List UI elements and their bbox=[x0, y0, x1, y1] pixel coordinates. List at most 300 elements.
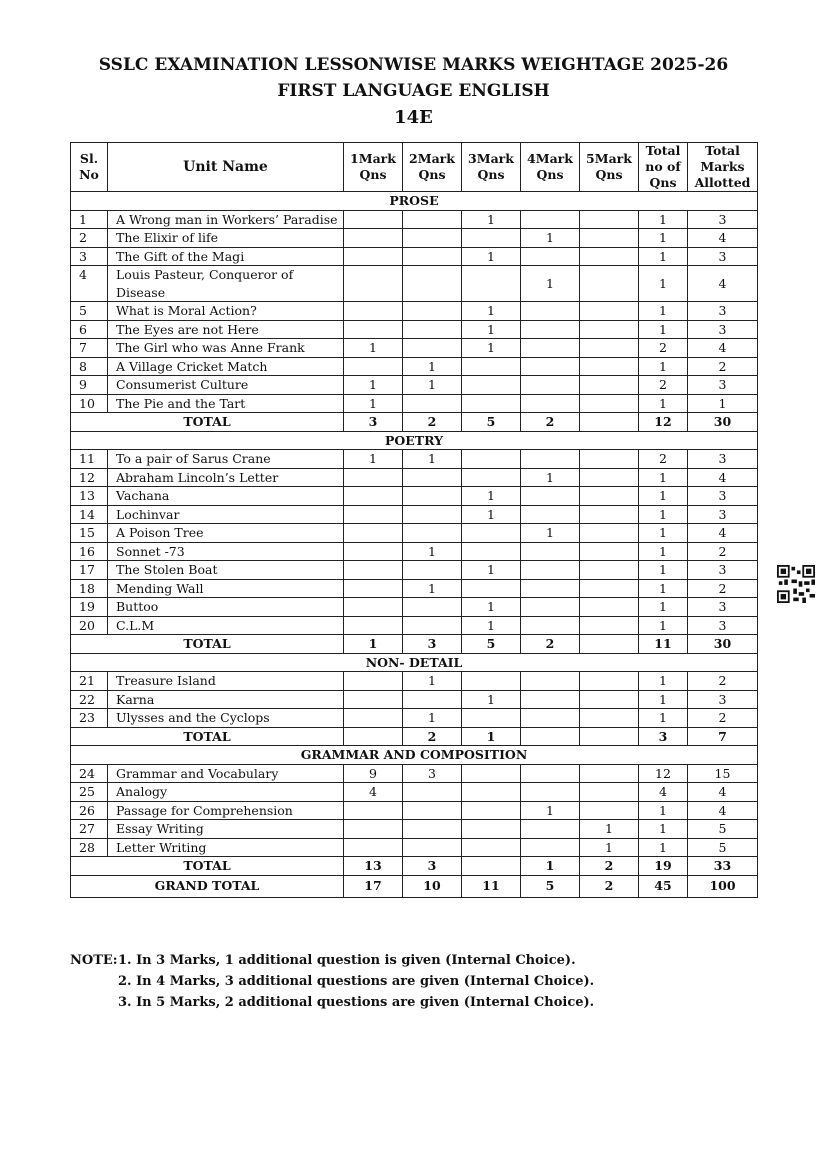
serial-number: 23 bbox=[71, 709, 108, 728]
table-row bbox=[71, 320, 758, 339]
cell-m3: 1 bbox=[462, 616, 521, 635]
cell-m5 bbox=[580, 339, 639, 358]
serial-number: 16 bbox=[71, 542, 108, 561]
cell-m1 bbox=[344, 598, 403, 617]
cell-m3 bbox=[462, 468, 521, 487]
unit-name: What is Moral Action? bbox=[108, 302, 344, 321]
total-m1: 13 bbox=[344, 857, 403, 876]
total-m4: 2 bbox=[521, 635, 580, 654]
cell-m5 bbox=[580, 709, 639, 728]
cell-m1 bbox=[344, 210, 403, 229]
cell-m4 bbox=[521, 376, 580, 395]
section-row bbox=[71, 653, 758, 672]
cell-m4: 1 bbox=[521, 524, 580, 543]
cell-m2 bbox=[403, 820, 462, 839]
cell-m2 bbox=[403, 229, 462, 248]
cell-tq: 1 bbox=[639, 579, 688, 598]
grand-total-m3: 11 bbox=[462, 875, 521, 897]
total-tm: 30 bbox=[688, 635, 758, 654]
table-header-row bbox=[71, 143, 758, 192]
table-row bbox=[71, 376, 758, 395]
serial-number: 8 bbox=[71, 357, 108, 376]
cell-tq: 1 bbox=[639, 820, 688, 839]
cell-m5 bbox=[580, 357, 639, 376]
cell-m3 bbox=[462, 838, 521, 857]
cell-m1 bbox=[344, 487, 403, 506]
cell-m2: 1 bbox=[403, 579, 462, 598]
cell-tm: 3 bbox=[688, 376, 758, 395]
unit-name: The Eyes are not Here bbox=[108, 320, 344, 339]
unit-name: Consumerist Culture bbox=[108, 376, 344, 395]
serial-number: 3 bbox=[71, 247, 108, 266]
cell-m3: 1 bbox=[462, 690, 521, 709]
cell-tm: 3 bbox=[688, 210, 758, 229]
cell-m1: 1 bbox=[344, 339, 403, 358]
cell-tq: 12 bbox=[639, 764, 688, 783]
cell-m1 bbox=[344, 709, 403, 728]
cell-tq: 1 bbox=[639, 561, 688, 580]
note-label: NOTE: bbox=[70, 953, 118, 968]
cell-m2 bbox=[403, 598, 462, 617]
total-m5 bbox=[580, 413, 639, 432]
cell-m3 bbox=[462, 709, 521, 728]
cell-m2: 1 bbox=[403, 450, 462, 469]
cell-m2: 3 bbox=[403, 764, 462, 783]
subject-title: FIRST LANGUAGE ENGLISH bbox=[277, 81, 550, 101]
document-title: SSLC EXAMINATION LESSONWISE MARKS WEIGHTAGE 2025-26 bbox=[98, 55, 729, 75]
serial-number: 6 bbox=[71, 320, 108, 339]
total-tq: 11 bbox=[639, 635, 688, 654]
cell-m4 bbox=[521, 598, 580, 617]
grand-total-label: GRAND TOTAL bbox=[71, 875, 344, 897]
total-tq: 19 bbox=[639, 857, 688, 876]
unit-name: Passage for Comprehension bbox=[108, 801, 344, 820]
cell-m1 bbox=[344, 247, 403, 266]
cell-m3: 1 bbox=[462, 598, 521, 617]
cell-tq: 1 bbox=[639, 357, 688, 376]
grand-total-tm: 100 bbox=[688, 875, 758, 897]
cell-tq: 4 bbox=[639, 783, 688, 802]
weightage-table bbox=[70, 142, 758, 898]
cell-m3: 1 bbox=[462, 487, 521, 506]
cell-m3: 1 bbox=[462, 561, 521, 580]
cell-m4 bbox=[521, 339, 580, 358]
cell-tm: 3 bbox=[688, 505, 758, 524]
cell-m4 bbox=[521, 487, 580, 506]
total-m4: 2 bbox=[521, 413, 580, 432]
section-row bbox=[71, 431, 758, 450]
table-row bbox=[71, 579, 758, 598]
cell-m2 bbox=[403, 320, 462, 339]
serial-number: 15 bbox=[71, 524, 108, 543]
unit-name: Analogy bbox=[108, 783, 344, 802]
cell-m1 bbox=[344, 801, 403, 820]
cell-m3 bbox=[462, 266, 521, 302]
cell-m3 bbox=[462, 579, 521, 598]
cell-m2 bbox=[403, 616, 462, 635]
subject-code: 14E bbox=[394, 107, 433, 128]
total-label: TOTAL bbox=[71, 857, 344, 876]
total-label: TOTAL bbox=[71, 727, 344, 746]
total-m3: 1 bbox=[462, 727, 521, 746]
cell-m2 bbox=[403, 690, 462, 709]
total-m1: 3 bbox=[344, 413, 403, 432]
table-row bbox=[71, 524, 758, 543]
grand-total-m4: 5 bbox=[521, 875, 580, 897]
cell-tm: 4 bbox=[688, 524, 758, 543]
cell-tm: 5 bbox=[688, 820, 758, 839]
cell-m3 bbox=[462, 229, 521, 248]
cell-m5 bbox=[580, 783, 639, 802]
unit-name: Mending Wall bbox=[108, 579, 344, 598]
cell-tm: 2 bbox=[688, 357, 758, 376]
cell-m1: 1 bbox=[344, 450, 403, 469]
serial-number: 17 bbox=[71, 561, 108, 580]
cell-m1 bbox=[344, 690, 403, 709]
unit-name: Ulysses and the Cyclops bbox=[108, 709, 344, 728]
cell-m5 bbox=[580, 210, 639, 229]
cell-m3: 1 bbox=[462, 320, 521, 339]
serial-number: 12 bbox=[71, 468, 108, 487]
cell-m5 bbox=[580, 542, 639, 561]
cell-m2: 1 bbox=[403, 709, 462, 728]
total-tm: 30 bbox=[688, 413, 758, 432]
table-row bbox=[71, 561, 758, 580]
cell-m2 bbox=[403, 487, 462, 506]
cell-m4 bbox=[521, 302, 580, 321]
cell-m1 bbox=[344, 616, 403, 635]
total-label: TOTAL bbox=[71, 635, 344, 654]
cell-m5 bbox=[580, 505, 639, 524]
table-row bbox=[71, 709, 758, 728]
cell-tm: 4 bbox=[688, 229, 758, 248]
cell-tm: 2 bbox=[688, 542, 758, 561]
cell-m3 bbox=[462, 524, 521, 543]
cell-m5 bbox=[580, 468, 639, 487]
total-m5: 2 bbox=[580, 857, 639, 876]
table-row bbox=[71, 302, 758, 321]
cell-m1 bbox=[344, 266, 403, 302]
cell-m2 bbox=[403, 266, 462, 302]
unit-name: A Poison Tree bbox=[108, 524, 344, 543]
cell-m1 bbox=[344, 561, 403, 580]
serial-number: 18 bbox=[71, 579, 108, 598]
unit-name: Letter Writing bbox=[108, 838, 344, 857]
serial-number: 20 bbox=[71, 616, 108, 635]
serial-number: 27 bbox=[71, 820, 108, 839]
cell-m1: 4 bbox=[344, 783, 403, 802]
cell-tm: 3 bbox=[688, 598, 758, 617]
cell-m3 bbox=[462, 801, 521, 820]
cell-m5 bbox=[580, 690, 639, 709]
note-item: 3. In 5 Marks, 2 additional questions are given (Internal Choice). bbox=[118, 995, 595, 1010]
unit-name: The Elixir of life bbox=[108, 229, 344, 248]
cell-tq: 2 bbox=[639, 339, 688, 358]
table-row bbox=[71, 542, 758, 561]
cell-m3: 1 bbox=[462, 247, 521, 266]
cell-m4 bbox=[521, 505, 580, 524]
table-row bbox=[71, 468, 758, 487]
cell-tm: 4 bbox=[688, 801, 758, 820]
total-m5 bbox=[580, 727, 639, 746]
cell-tq: 1 bbox=[639, 247, 688, 266]
cell-m4 bbox=[521, 783, 580, 802]
cell-tq: 1 bbox=[639, 505, 688, 524]
table-row bbox=[71, 487, 758, 506]
cell-tm: 4 bbox=[688, 783, 758, 802]
col-header-1mark: 1Mark Qns bbox=[344, 143, 403, 192]
serial-number: 22 bbox=[71, 690, 108, 709]
cell-m5 bbox=[580, 598, 639, 617]
cell-m4 bbox=[521, 561, 580, 580]
total-m2: 3 bbox=[403, 857, 462, 876]
serial-number: 10 bbox=[71, 394, 108, 413]
cell-tq: 1 bbox=[639, 320, 688, 339]
cell-m1: 1 bbox=[344, 394, 403, 413]
cell-m2 bbox=[403, 468, 462, 487]
cell-m4 bbox=[521, 394, 580, 413]
serial-number: 24 bbox=[71, 764, 108, 783]
total-tm: 33 bbox=[688, 857, 758, 876]
cell-m1: 1 bbox=[344, 376, 403, 395]
cell-m1 bbox=[344, 229, 403, 248]
total-row bbox=[71, 413, 758, 432]
cell-m1 bbox=[344, 579, 403, 598]
col-header-unit: Unit Name bbox=[108, 143, 344, 192]
cell-m4 bbox=[521, 672, 580, 691]
table-row bbox=[71, 450, 758, 469]
total-row bbox=[71, 857, 758, 876]
table-row bbox=[71, 210, 758, 229]
col-header-5mark: 5Mark Qns bbox=[580, 143, 639, 192]
cell-m1 bbox=[344, 320, 403, 339]
unit-name: Karna bbox=[108, 690, 344, 709]
cell-tm: 4 bbox=[688, 468, 758, 487]
cell-m2: 1 bbox=[403, 357, 462, 376]
cell-m4: 1 bbox=[521, 266, 580, 302]
col-header-4mark: 4Mark Qns bbox=[521, 143, 580, 192]
grand-total-m2: 10 bbox=[403, 875, 462, 897]
total-label: TOTAL bbox=[71, 413, 344, 432]
table-row bbox=[71, 616, 758, 635]
unit-name: Lochinvar bbox=[108, 505, 344, 524]
cell-m1 bbox=[344, 302, 403, 321]
serial-number: 4 bbox=[71, 266, 108, 302]
cell-tm: 3 bbox=[688, 320, 758, 339]
cell-m1 bbox=[344, 505, 403, 524]
total-m3: 5 bbox=[462, 413, 521, 432]
unit-name: The Pie and the Tart bbox=[108, 394, 344, 413]
cell-tq: 1 bbox=[639, 487, 688, 506]
cell-tm: 3 bbox=[688, 487, 758, 506]
cell-m4 bbox=[521, 247, 580, 266]
serial-number: 21 bbox=[71, 672, 108, 691]
table-row bbox=[71, 801, 758, 820]
cell-tq: 1 bbox=[639, 542, 688, 561]
section-title: PROSE bbox=[71, 192, 758, 211]
cell-m1: 9 bbox=[344, 764, 403, 783]
section-title: GRAMMAR AND COMPOSITION bbox=[71, 746, 758, 765]
table-body bbox=[71, 192, 758, 898]
unit-name: A Village Cricket Match bbox=[108, 357, 344, 376]
cell-m1 bbox=[344, 468, 403, 487]
unit-name: A Wrong man in Workers’ Paradise bbox=[108, 210, 344, 229]
col-header-3mark: 3Mark Qns bbox=[462, 143, 521, 192]
table-row bbox=[71, 229, 758, 248]
table-row bbox=[71, 598, 758, 617]
cell-tq: 2 bbox=[639, 450, 688, 469]
serial-number: 19 bbox=[71, 598, 108, 617]
cell-m5 bbox=[580, 376, 639, 395]
cell-m3: 1 bbox=[462, 302, 521, 321]
serial-number: 14 bbox=[71, 505, 108, 524]
cell-m3 bbox=[462, 672, 521, 691]
table-row bbox=[71, 505, 758, 524]
grand-total-tq: 45 bbox=[639, 875, 688, 897]
total-tq: 12 bbox=[639, 413, 688, 432]
cell-m5 bbox=[580, 450, 639, 469]
cell-m2 bbox=[403, 394, 462, 413]
total-tq: 3 bbox=[639, 727, 688, 746]
cell-m5 bbox=[580, 801, 639, 820]
cell-m4 bbox=[521, 210, 580, 229]
cell-m2 bbox=[403, 524, 462, 543]
cell-tq: 1 bbox=[639, 266, 688, 302]
note-item: 1. In 3 Marks, 1 additional question is given (Internal Choice). bbox=[118, 953, 576, 968]
cell-m1 bbox=[344, 838, 403, 857]
cell-m3 bbox=[462, 376, 521, 395]
cell-m5 bbox=[580, 764, 639, 783]
section-title: NON- DETAIL bbox=[71, 653, 758, 672]
section-title: POETRY bbox=[71, 431, 758, 450]
cell-tm: 3 bbox=[688, 302, 758, 321]
cell-tq: 1 bbox=[639, 801, 688, 820]
table-row bbox=[71, 394, 758, 413]
note-item: 2. In 4 Marks, 3 additional questions are given (Internal Choice). bbox=[118, 974, 595, 989]
cell-m4 bbox=[521, 709, 580, 728]
cell-tm: 3 bbox=[688, 247, 758, 266]
table-row bbox=[71, 339, 758, 358]
grand-total-m5: 2 bbox=[580, 875, 639, 897]
table-row bbox=[71, 266, 758, 302]
total-tm: 7 bbox=[688, 727, 758, 746]
cell-m5 bbox=[580, 320, 639, 339]
cell-tm: 4 bbox=[688, 339, 758, 358]
cell-m5 bbox=[580, 487, 639, 506]
col-header-2mark: 2Mark Qns bbox=[403, 143, 462, 192]
cell-m4: 1 bbox=[521, 229, 580, 248]
cell-m5 bbox=[580, 561, 639, 580]
cell-m3: 1 bbox=[462, 339, 521, 358]
cell-m5: 1 bbox=[580, 820, 639, 839]
serial-number: 25 bbox=[71, 783, 108, 802]
serial-number: 9 bbox=[71, 376, 108, 395]
total-m5 bbox=[580, 635, 639, 654]
cell-m3 bbox=[462, 394, 521, 413]
cell-m4 bbox=[521, 579, 580, 598]
cell-m5 bbox=[580, 266, 639, 302]
cell-m4 bbox=[521, 320, 580, 339]
cell-tq: 1 bbox=[639, 524, 688, 543]
cell-m2 bbox=[403, 339, 462, 358]
unit-name: C.L.M bbox=[108, 616, 344, 635]
cell-m4 bbox=[521, 450, 580, 469]
cell-m4 bbox=[521, 820, 580, 839]
cell-m2 bbox=[403, 783, 462, 802]
cell-m2 bbox=[403, 561, 462, 580]
cell-m3: 1 bbox=[462, 210, 521, 229]
cell-m4 bbox=[521, 357, 580, 376]
total-row bbox=[71, 635, 758, 654]
cell-m4: 1 bbox=[521, 801, 580, 820]
cell-tm: 1 bbox=[688, 394, 758, 413]
cell-tm: 15 bbox=[688, 764, 758, 783]
cell-m1 bbox=[344, 542, 403, 561]
table-row bbox=[71, 764, 758, 783]
cell-m3 bbox=[462, 820, 521, 839]
unit-name: Sonnet -73 bbox=[108, 542, 344, 561]
serial-number: 5 bbox=[71, 302, 108, 321]
total-m2: 2 bbox=[403, 413, 462, 432]
total-m3: 5 bbox=[462, 635, 521, 654]
total-m2: 2 bbox=[403, 727, 462, 746]
unit-name: Louis Pasteur, Conqueror of Disease bbox=[108, 266, 344, 302]
cell-m5 bbox=[580, 672, 639, 691]
cell-m2 bbox=[403, 505, 462, 524]
cell-m2 bbox=[403, 838, 462, 857]
cell-m2 bbox=[403, 247, 462, 266]
cell-m4 bbox=[521, 838, 580, 857]
table-row bbox=[71, 783, 758, 802]
cell-tm: 2 bbox=[688, 709, 758, 728]
unit-name: Essay Writing bbox=[108, 820, 344, 839]
cell-tm: 3 bbox=[688, 450, 758, 469]
unit-name: The Stolen Boat bbox=[108, 561, 344, 580]
section-row bbox=[71, 192, 758, 211]
cell-m3 bbox=[462, 450, 521, 469]
cell-m5: 1 bbox=[580, 838, 639, 857]
cell-m3 bbox=[462, 542, 521, 561]
unit-name: Buttoo bbox=[108, 598, 344, 617]
unit-name: The Gift of the Magi bbox=[108, 247, 344, 266]
cell-tq: 1 bbox=[639, 616, 688, 635]
cell-tm: 4 bbox=[688, 266, 758, 302]
serial-number: 26 bbox=[71, 801, 108, 820]
cell-tq: 1 bbox=[639, 598, 688, 617]
cell-m4 bbox=[521, 764, 580, 783]
cell-m2: 1 bbox=[403, 672, 462, 691]
cell-m4 bbox=[521, 690, 580, 709]
cell-m5 bbox=[580, 616, 639, 635]
cell-tq: 1 bbox=[639, 690, 688, 709]
cell-tm: 3 bbox=[688, 561, 758, 580]
unit-name: Abraham Lincoln’s Letter bbox=[108, 468, 344, 487]
cell-m2: 1 bbox=[403, 376, 462, 395]
cell-m1 bbox=[344, 672, 403, 691]
cell-m3 bbox=[462, 357, 521, 376]
cell-m1 bbox=[344, 357, 403, 376]
table-row bbox=[71, 247, 758, 266]
col-header-sl: Sl. No bbox=[71, 143, 108, 192]
cell-m2 bbox=[403, 302, 462, 321]
table-row bbox=[71, 838, 758, 857]
table-row bbox=[71, 820, 758, 839]
cell-m3 bbox=[462, 783, 521, 802]
section-row bbox=[71, 746, 758, 765]
cell-tm: 2 bbox=[688, 579, 758, 598]
unit-name: Vachana bbox=[108, 487, 344, 506]
cell-tq: 1 bbox=[639, 210, 688, 229]
